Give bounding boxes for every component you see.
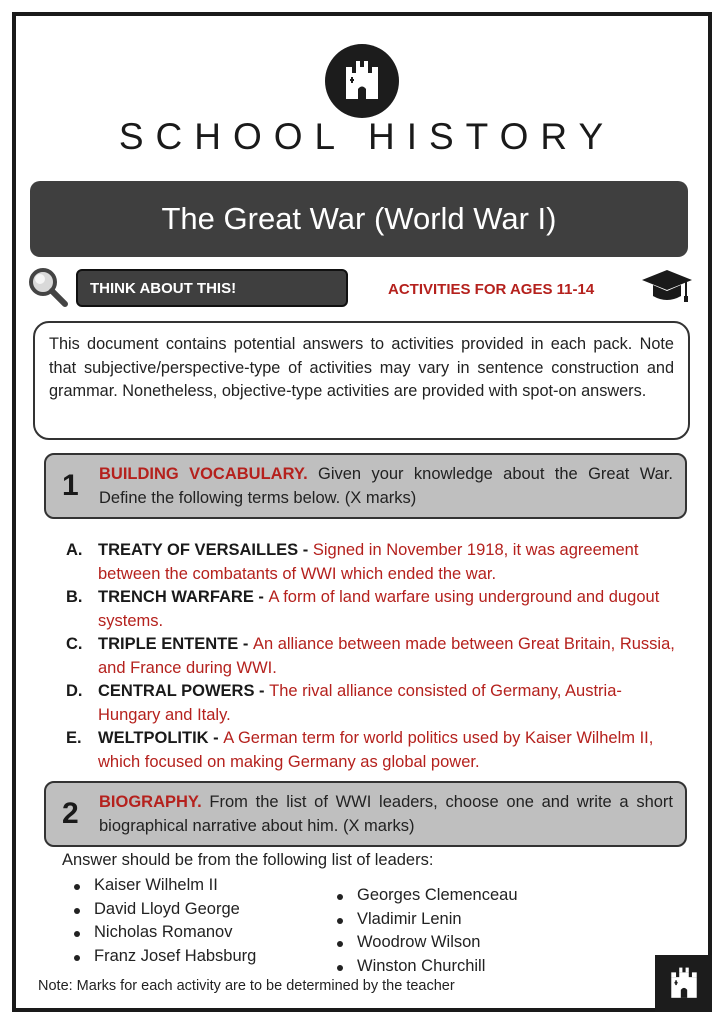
vocab-definition: The rival alliance consisted of Germany, Austria-Hungary and Italy.	[98, 682, 622, 724]
list-item: Nicholas Romanov	[62, 921, 256, 945]
brand-title: SCHOOL HISTORY	[118, 116, 616, 157]
vocab-item	[66, 586, 676, 633]
activity-heading: BIOGRAPHY.	[99, 793, 202, 811]
activity-1-box	[44, 453, 687, 519]
vocab-definition: A German term for world politics used by Kaiser Wilhelm II, which focused on making Germany as global power.	[98, 729, 654, 771]
vocab-separator: -	[208, 729, 224, 747]
vocab-term: CENTRAL POWERS	[98, 682, 255, 700]
vocab-letter: D.	[66, 682, 83, 700]
vocab-item	[66, 633, 676, 680]
vocab-definition: Signed in November 1918, it was agreement between the combatants of WWI which ended the war.	[98, 541, 639, 583]
vocab-separator: -	[254, 682, 270, 700]
activity-number: 2	[62, 797, 79, 830]
list-item: Franz Josef Habsburg	[62, 945, 256, 969]
answer-intro: Answer should be from the following list of leaders:	[62, 851, 434, 869]
activity-number: 1	[62, 469, 79, 502]
vocab-term: TREATY OF VERSAILLES	[98, 541, 299, 559]
magnifier-icon	[27, 266, 69, 313]
vocab-item	[66, 680, 676, 727]
vocab-term: WELTPOLITIK	[98, 729, 209, 747]
list-item: Winston Churchill	[325, 955, 518, 979]
vocab-definition: An alliance between made between Great Britain, Russia, and France during WWI.	[98, 635, 675, 677]
list-item: Kaiser Wilhelm II	[62, 874, 256, 898]
list-item: Georges Clemenceau	[325, 884, 518, 908]
vocab-letter: B.	[66, 588, 83, 606]
vocab-item	[66, 727, 676, 774]
leaders-list-right	[325, 884, 518, 978]
intro-text: This document contains potential answers to activities provided in each pack. Note that subjective/perspective-type of activities may vary in sentence construction and grammar. Nonetheless, objective-type activities are provided with spot-on answers.	[49, 335, 674, 400]
think-about-this-label: THINK ABOUT THIS!	[76, 269, 348, 307]
activity-instructions	[99, 791, 673, 838]
activity-text: Given your knowledge about the Great War. Define the following terms below. (X marks)	[99, 465, 673, 507]
list-item: Woodrow Wilson	[325, 931, 518, 955]
activity-heading: BUILDING VOCABULARY.	[99, 465, 308, 483]
castle-icon	[655, 955, 712, 1012]
list-item: David Lloyd George	[62, 898, 256, 922]
graduation-cap-icon	[640, 266, 694, 313]
vocab-separator: -	[253, 588, 269, 606]
vocab-term: TRIPLE ENTENTE	[98, 635, 239, 653]
ages-label: ACTIVITIES FOR AGES 11-14	[388, 281, 595, 298]
vocab-letter: C.	[66, 635, 83, 653]
castle-icon	[325, 44, 399, 118]
activity-2-box	[44, 781, 687, 847]
vocab-item	[66, 539, 676, 586]
activity-text: From the list of WWI leaders, choose one and write a short biographical narrative about him. (X marks)	[99, 793, 673, 835]
vocab-separator: -	[298, 541, 313, 559]
leaders-list-left	[62, 874, 256, 968]
vocab-letter: A.	[66, 541, 83, 559]
footer-note: Note: Marks for each activity are to be determined by the teacher	[38, 978, 455, 994]
vocab-definition: A form of land warfare using underground and dugout systems.	[98, 588, 660, 630]
list-item: Vladimir Lenin	[325, 908, 518, 932]
vocab-letter: E.	[66, 729, 82, 747]
vocab-separator: -	[238, 635, 253, 653]
vocabulary-list	[66, 539, 676, 774]
page-title: The Great War (World War I)	[30, 181, 688, 257]
intro-box	[33, 321, 690, 440]
vocab-term: TRENCH WARFARE	[98, 588, 254, 606]
activity-instructions	[99, 463, 673, 510]
